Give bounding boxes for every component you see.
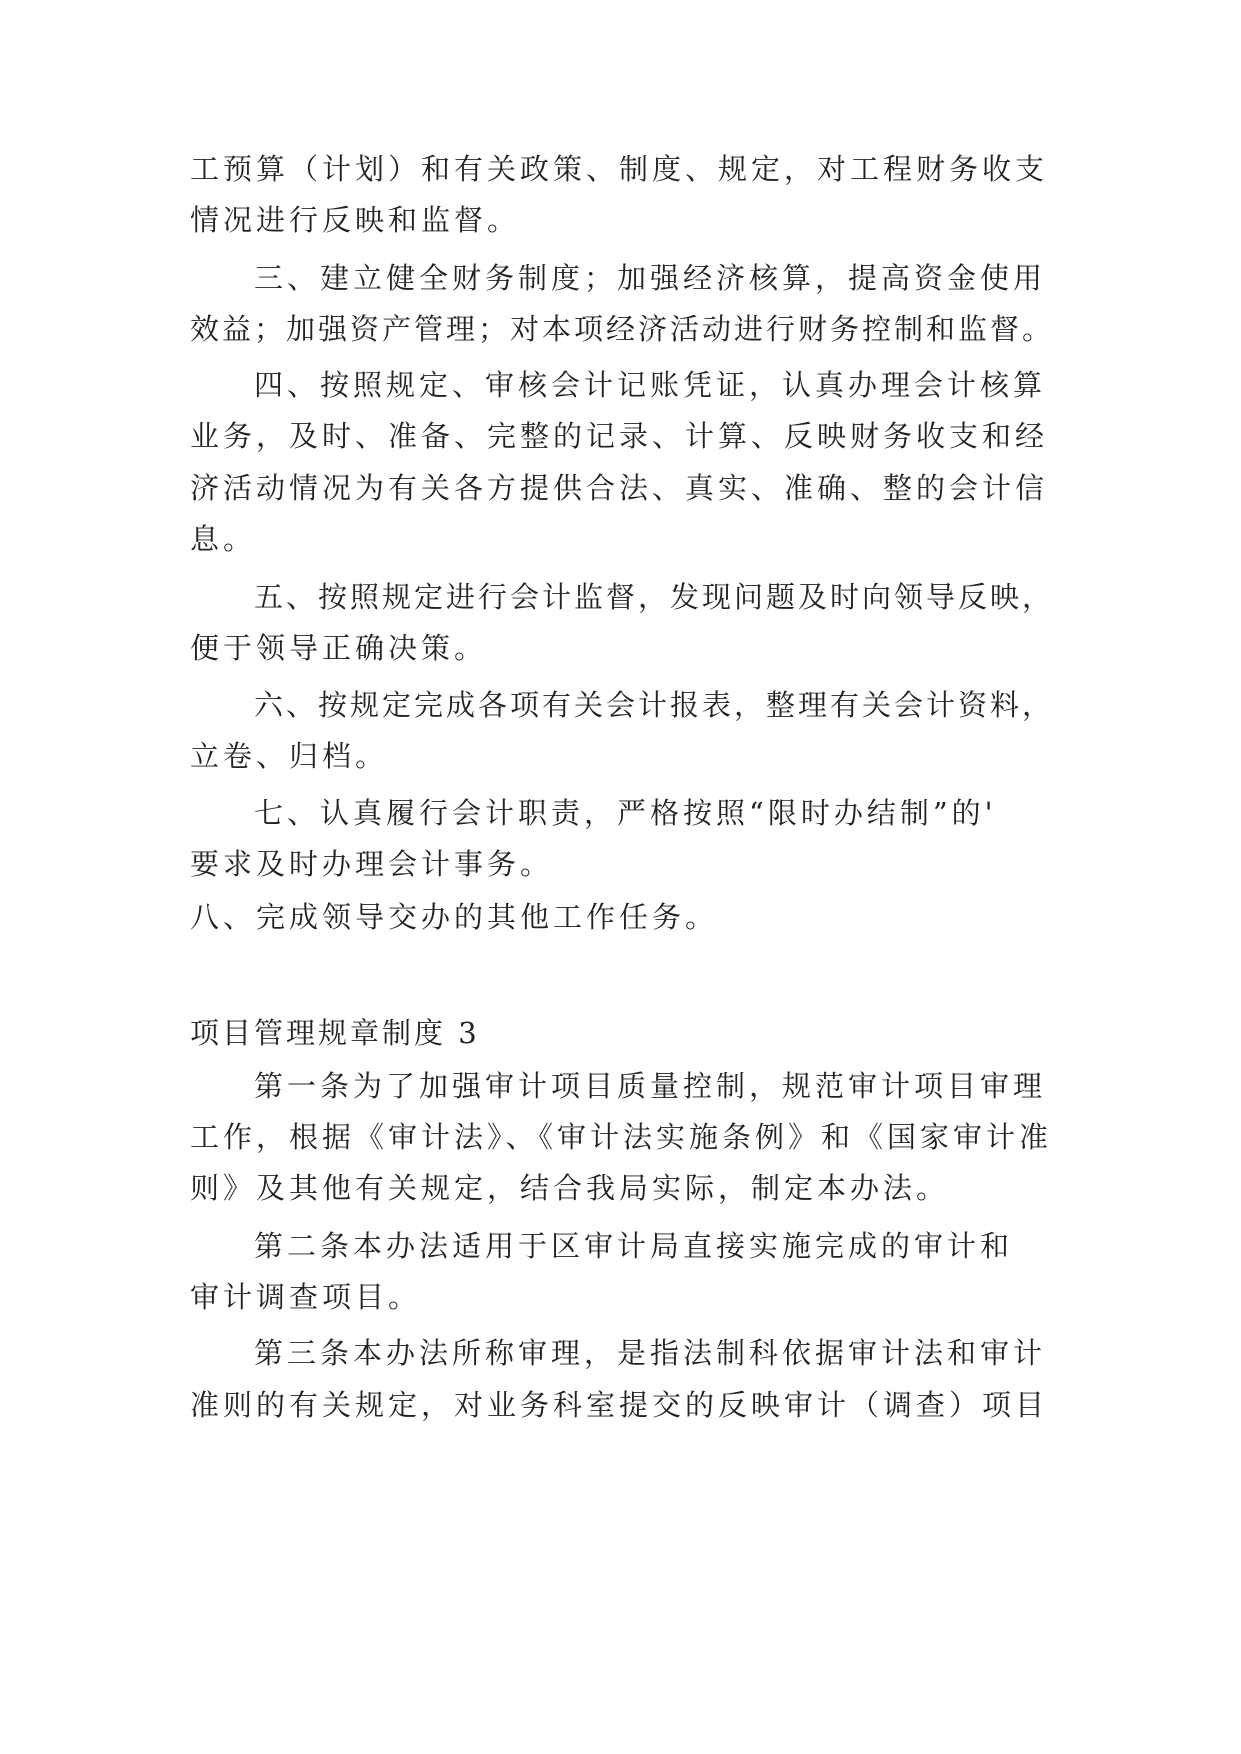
paragraph-line: 第三条本办法所称审理，是指法制科依据审计法和审计 xyxy=(254,1336,1047,1370)
paragraph-line: 七、认真履行会计职责，严格按照“限时办结制”的' xyxy=(254,796,997,830)
paragraph-line: 工预算（计划）和有关政策、制度、规定，对工程财务收支 xyxy=(190,152,1049,186)
section-title: 项目管理规章制度 3 xyxy=(190,1016,480,1050)
paragraph-line: 工作，根据《审计法》、《审计法实施条例》和《国家审计准 xyxy=(190,1120,1053,1154)
paragraph-line: 准则的有关规定，对业务科室提交的反映审计（调查）项目 xyxy=(190,1388,1049,1422)
paragraph-line: 息。 xyxy=(190,522,257,556)
paragraph-line: 情况进行反映和监督。 xyxy=(190,203,521,237)
paragraph-line: 效益；加强资产管理；对本项经济活动进行财务控制和监督。 xyxy=(190,312,1055,346)
paragraph-line: 五、按照规定进行会计监督，发现问题及时向领导反映， xyxy=(254,580,1055,614)
paragraph-line: 业务，及时、准备、完整的记录、计算、反映财务收支和经 xyxy=(190,419,1049,453)
paragraph-line: 三、建立健全财务制度；加强经济核算，提高资金使用 xyxy=(254,261,1047,295)
paragraph-line: 审计调查项目。 xyxy=(190,1280,422,1314)
paragraph-line: 则》及其他有关规定，结合我局实际，制定本办法。 xyxy=(190,1171,950,1205)
paragraph-line: 第二条本办法适用于区审计局直接实施完成的审计和 xyxy=(254,1229,1014,1263)
paragraph-line: 第一条为了加强审计项目质量控制，规范审计项目审理 xyxy=(254,1069,1047,1103)
paragraph-line: 八、完成领导交办的其他工作任务。 xyxy=(190,900,719,934)
paragraph-line: 要求及时办理会计事务。 xyxy=(190,847,554,881)
paragraph-line: 四、按照规定、审核会计记账凭证，认真办理会计核算 xyxy=(254,368,1047,402)
paragraph-line: 立卷、归档。 xyxy=(190,739,389,773)
paragraph-line: 便于领导正确决策。 xyxy=(190,631,488,665)
paragraph-line: 济活动情况为有关各方提供合法、真实、准确、整的会计信 xyxy=(190,471,1049,505)
paragraph-line: 六、按规定完成各项有关会计报表，整理有关会计资料， xyxy=(254,688,1055,722)
